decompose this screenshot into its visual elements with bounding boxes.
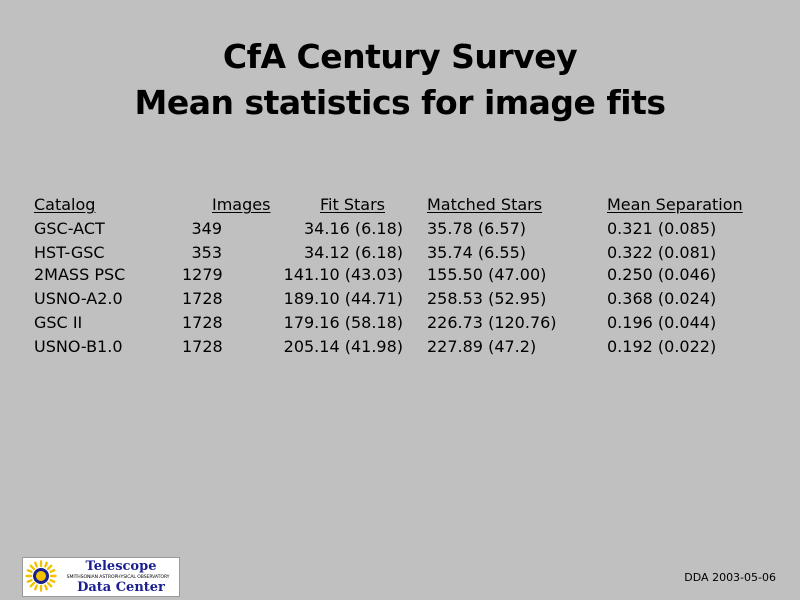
cell-catalog: 2MASS PSC (34, 265, 126, 284)
footer-date: DDA 2003-05-06 (684, 571, 776, 584)
header-images: Images (212, 195, 271, 214)
cell-matched-stars: 226.73 (120.76) (427, 313, 557, 332)
sun-icon (25, 560, 57, 592)
cell-fit-stars: 34.16 (6.18) (304, 219, 403, 238)
cell-matched-stars: 258.53 (52.95) (427, 289, 547, 308)
cell-catalog: USNO-A2.0 (34, 289, 123, 308)
cell-fit-stars: 205.14 (41.98) (283, 337, 403, 356)
cell-mean-separation: 0.322 (0.081) (607, 243, 717, 262)
telescope-data-center-logo (22, 557, 180, 597)
cell-mean-separation: 0.250 (0.046) (607, 265, 717, 284)
cell-matched-stars: 35.74 (6.55) (427, 243, 526, 262)
cell-catalog: GSC II (34, 313, 83, 332)
cell-images: 1728 (182, 337, 223, 356)
cell-matched-stars: 227.89 (47.2) (427, 337, 537, 356)
slide-title: CfA Century Survey (222, 37, 578, 76)
cell-fit-stars: 34.12 (6.18) (304, 243, 403, 262)
logo-text-data-center: Data Center (77, 580, 165, 595)
header-catalog: Catalog (34, 195, 96, 214)
header-matched-stars: Matched Stars (427, 195, 543, 214)
cell-mean-separation: 0.368 (0.024) (607, 289, 717, 308)
header-mean-separation: Mean Separation (607, 195, 743, 214)
cell-matched-stars: 35.78 (6.57) (427, 219, 526, 238)
cell-mean-separation: 0.321 (0.085) (607, 219, 717, 238)
cell-catalog: USNO-B1.0 (34, 337, 123, 356)
cell-fit-stars: 189.10 (44.71) (283, 289, 403, 308)
cell-images: 353 (191, 243, 222, 262)
slide-subtitle: Mean statistics for image fits (134, 83, 666, 122)
cell-images: 349 (191, 219, 222, 238)
cell-mean-separation: 0.192 (0.022) (607, 337, 717, 356)
cell-catalog: HST-GSC (34, 243, 105, 262)
cell-mean-separation: 0.196 (0.044) (607, 313, 717, 332)
cell-images: 1279 (182, 265, 223, 284)
cell-images: 1728 (182, 289, 223, 308)
logo-text-observatory: SMITHSONIAN ASTROPHYSICAL OBSERVATORY (66, 575, 170, 580)
header-fit-stars: Fit Stars (320, 195, 385, 214)
cell-fit-stars: 141.10 (43.03) (283, 265, 403, 284)
cell-matched-stars: 155.50 (47.00) (427, 265, 547, 284)
cell-images: 1728 (182, 313, 223, 332)
cell-fit-stars: 179.16 (58.18) (283, 313, 403, 332)
cell-catalog: GSC-ACT (34, 219, 105, 238)
logo-text-telescope: Telescope (85, 559, 157, 574)
